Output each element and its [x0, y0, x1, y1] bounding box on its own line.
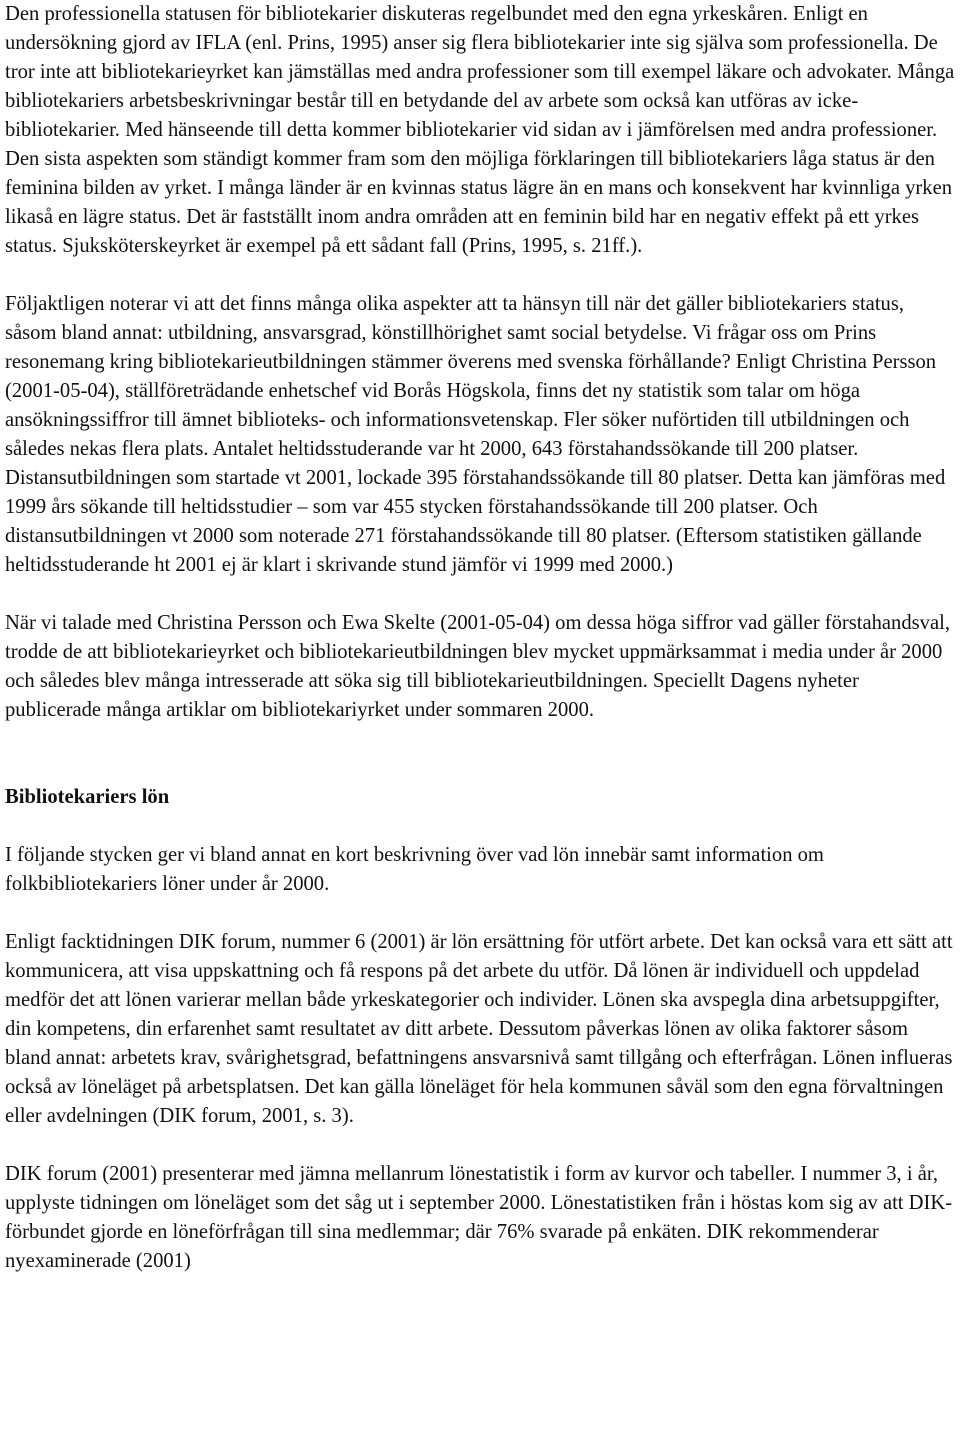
document-page: [5, 0, 955, 1305]
paragraph-aspects-and-statistics: Följaktligen noterar vi att det finns många olika aspekter att ta hänsyn till när det gäller bibliotekariers status, såsom bland annat: utbildning, ansvarsgrad, könstillhörighet samt social betydelse. Vi frågar oss om Prins resonemang kring bibliotekarieutbildningen stämmer överens med svenska förhållande? Enligt Christina Persson (2001-05-04), ställföreträdande enhetschef vid Borås Högskola, finns det ny statistik som talar om höga ansökningssiffror till ämnet biblioteks- och informationsvetenskap. Fler söker nuförtiden till utbildningen och således nekas flera plats. Antalet heltidsstuderande var ht 2000, 643 förstahandssökande till 200 platser. Distansutbildningen som startade vt 2001, lockade 395 förstahandssökande till 80 platser. Detta kan jämföras med 1999 års sökande till heltidsstudier – som var 455 stycken förstahandssökande till 200 platser. Och distansutbildningen vt 2000 som noterade 271 förstahandssökande till 80 platser. (Eftersom statistiken gällande heltidsstuderande ht 2001 ej är klart i skrivande stund jämför vi 1999 med 2000.): [5, 293, 946, 576]
paragraph-media-attention: När vi talade med Christina Persson och Ewa Skelte (2001-05-04) om dessa höga siffror vad gäller förstahandsval, trodde de att bibliotekarieyrket och bibliotekarieutbildningen blev mycket uppmärksammat i media under år 2000 och således blev många intresserade att söka sig till bibliotekarieutbildningen. Speciellt Dagens nyheter publicerade många artiklar om bibliotekariyrket under sommaren 2000.: [5, 612, 950, 721]
paragraph-professional-status: Den professionella statusen för bibliotekarier diskuteras regelbundet med den egna yrkeskåren. Enligt en undersökning gjord av IFLA (enl. Prins, 1995) anser sig flera bibliotekarier inte sig själva som professionella. De tror inte att bibliotekarieyrket kan jämställas med andra professioner som till exempel läkare och advokater. Många bibliotekariers arbetsbeskrivningar består till en betydande del av arbete som också kan utföras av icke-bibliotekarier. Med hänseende till detta kommer bibliotekarier vid sidan av i jämförelsen med andra professioner. Den sista aspekten som ständigt kommer fram som den möjliga förklaringen till bibliotekariers låga status är den feminina bilden av yrket. I många länder är en kvinnas status lägre än en mans och konsekvent har kvinnliga yrken likaså en lägre status. Det är fastställt inom andra områden att en feminin bild har en negativ effekt på ett yrkes status. Sjuksköterskeyrket är exempel på ett sådant fall (Prins, 1995, s. 21ff.).: [5, 3, 955, 257]
paragraph-intro-salary: I följande stycken ger vi bland annat en kort beskrivning över vad lön innebär samt information om folkbibliotekariers löner under år 2000.: [5, 844, 824, 895]
section-heading: Bibliotekariers lön: [5, 786, 170, 808]
paragraph-salary-statistics: DIK forum (2001) presenterar med jämna mellanrum lönestatistik i form av kurvor och tabeller. I nummer 3, i år, upplyste tidningen om löneläget som det såg ut i september 2000. Lönestatistiken från i höstas kom sig av att DIK-förbundet gjorde en löneförfrågan till sina medlemmar; där 76% svarade på enkäten. DIK rekommenderar nyexaminerade (2001): [5, 1163, 953, 1272]
paragraph-salary-definition: Enligt facktidningen DIK forum, nummer 6 (2001) är lön ersättning för utfört arbete. Det kan också vara ett sätt att kommunicera, att visa uppskattning och få respons på det arbete du utför. Då lönen är individuell och uppdelad medför det att lönen varierar mellan både yrkeskategorier och individer. Lönen ska avspegla dina arbetsuppgifter, din kompetens, din erfarenhet samt resultatet av ditt arbete. Dessutom påverkas lönen av olika faktorer såsom bland annat: arbetets krav, svårighetsgrad, befattningens ansvarsnivå samt tillgång och efterfrågan. Lönen influeras också av löneläget på arbetsplatsen. Det kan gälla löneläget för hela kommunen såväl som den egna förvaltningen eller avdelningen (DIK forum, 2001, s. 3).: [5, 931, 953, 1127]
section-spacer: [5, 754, 955, 783]
